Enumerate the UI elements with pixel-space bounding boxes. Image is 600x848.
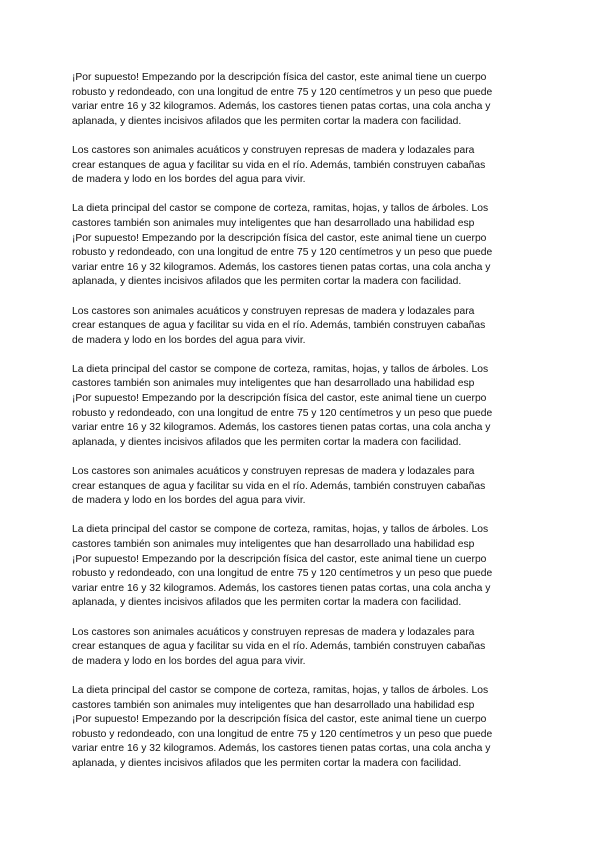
text-line: crear estanques de agua y facilitar su vida en el río. Además, también construyen cabañas bbox=[72, 159, 486, 171]
text-line: La dieta principal del castor se compone de corteza, ramitas, hojas, y tallos de árboles. Los bbox=[72, 684, 489, 696]
paragraph-gap bbox=[72, 509, 532, 524]
text-line: ¡Por supuesto! Empezando por la descripción física del castor, este animal tiene un cuerpo bbox=[72, 714, 487, 726]
text-line: variar entre 16 y 32 kilogramos. Además, los castores tienen patas cortas, una cola ancha y bbox=[72, 101, 491, 113]
text-line: ¡Por supuesto! Empezando por la descripción física del castor, este animal tiene un cuerpo bbox=[72, 393, 487, 405]
text-line: Los castores son animales acuáticos y construyen represas de madera y lodazales para bbox=[72, 626, 475, 638]
text-line: Los castores son animales acuáticos y construyen represas de madera y lodazales para bbox=[72, 305, 475, 317]
text-line: crear estanques de agua y facilitar su vida en el río. Además, también construyen cabañas bbox=[72, 320, 486, 332]
text-line: ¡Por supuesto! Empezando por la descripción física del castor, este animal tiene un cuerpo bbox=[72, 553, 487, 565]
paragraph-gap bbox=[72, 611, 532, 626]
text-line: La dieta principal del castor se compone de corteza, ramitas, hojas, y tallos de árboles. Los bbox=[72, 203, 489, 215]
text-line: ¡Por supuesto! Empezando por la descripción física del castor, este animal tiene un cuerpo bbox=[72, 232, 487, 244]
text-line: de madera y lodo en los bordes del agua para vivir. bbox=[72, 174, 306, 186]
paragraph-gap bbox=[72, 348, 532, 363]
paragraph-gap bbox=[72, 669, 532, 684]
document-body bbox=[72, 71, 532, 772]
paragraph-gap bbox=[72, 290, 532, 305]
text-line: robusto y redondeado, con una longitud de entre 75 y 120 centímetros y un peso que puede bbox=[72, 86, 493, 98]
text-line: castores también son animales muy inteligentes que han desarrollado una habilidad esp bbox=[72, 217, 475, 229]
paragraph-gap bbox=[72, 129, 532, 144]
paragraph-gap bbox=[72, 450, 532, 465]
text-line: variar entre 16 y 32 kilogramos. Además, los castores tienen patas cortas, una cola ancha y bbox=[72, 743, 491, 755]
text-line: aplanada, y dientes incisivos afilados que les permiten cortar la madera con facilidad. bbox=[72, 276, 462, 288]
text-line: de madera y lodo en los bordes del agua para vivir. bbox=[72, 334, 306, 346]
paragraph-gap bbox=[72, 188, 532, 203]
text-line: robusto y redondeado, con una longitud de entre 75 y 120 centímetros y un peso que puede bbox=[72, 247, 493, 259]
text-line: crear estanques de agua y facilitar su vida en el río. Además, también construyen cabañas bbox=[72, 641, 486, 653]
text-line: de madera y lodo en los bordes del agua para vivir. bbox=[72, 495, 306, 507]
text-line: robusto y redondeado, con una longitud de entre 75 y 120 centímetros y un peso que puede bbox=[72, 728, 493, 740]
text-line: La dieta principal del castor se compone de corteza, ramitas, hojas, y tallos de árboles. Los bbox=[72, 363, 489, 375]
text-line: aplanada, y dientes incisivos afilados que les permiten cortar la madera con facilidad. bbox=[72, 757, 462, 769]
text-line: de madera y lodo en los bordes del agua para vivir. bbox=[72, 655, 306, 667]
text-line: La dieta principal del castor se compone de corteza, ramitas, hojas, y tallos de árboles. Los bbox=[72, 524, 489, 536]
text-line: castores también son animales muy inteligentes que han desarrollado una habilidad esp bbox=[72, 378, 475, 390]
text-line: Los castores son animales acuáticos y construyen represas de madera y lodazales para bbox=[72, 466, 475, 478]
text-line: ¡Por supuesto! Empezando por la descripción física del castor, este animal tiene un cuerpo bbox=[72, 72, 487, 83]
text-line: aplanada, y dientes incisivos afilados que les permiten cortar la madera con facilidad. bbox=[72, 436, 462, 448]
text-line: aplanada, y dientes incisivos afilados que les permiten cortar la madera con facilidad. bbox=[72, 115, 462, 127]
text-line: variar entre 16 y 32 kilogramos. Además, los castores tienen patas cortas, una cola ancha y bbox=[72, 582, 491, 594]
text-line: castores también son animales muy inteligentes que han desarrollado una habilidad esp bbox=[72, 539, 475, 550]
text-line: variar entre 16 y 32 kilogramos. Además, los castores tienen patas cortas, una cola ancha y bbox=[72, 261, 491, 273]
text-line: robusto y redondeado, con una longitud de entre 75 y 120 centímetros y un peso que puede bbox=[72, 568, 493, 580]
text-line: variar entre 16 y 32 kilogramos. Además, los castores tienen patas cortas, una cola ancha y bbox=[72, 422, 491, 434]
text-line: robusto y redondeado, con una longitud de entre 75 y 120 centímetros y un peso que puede bbox=[72, 407, 493, 419]
text-line: crear estanques de agua y facilitar su vida en el río. Además, también construyen cabañas bbox=[72, 480, 486, 492]
text-line: Los castores son animales acuáticos y construyen represas de madera y lodazales para bbox=[72, 144, 475, 156]
text-line: aplanada, y dientes incisivos afilados que les permiten cortar la madera con facilidad. bbox=[72, 597, 462, 609]
text-line: castores también son animales muy inteligentes que han desarrollado una habilidad esp bbox=[72, 699, 475, 711]
